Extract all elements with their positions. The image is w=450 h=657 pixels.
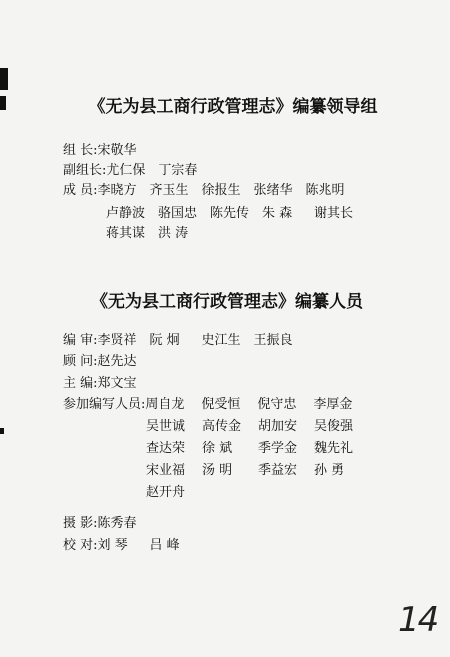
member-row — [106, 226, 188, 242]
writer-name: 胡加安 — [258, 419, 298, 434]
reviewer-name: 李贤祥 — [97, 333, 137, 348]
writer-row — [146, 485, 185, 501]
member-name: 卢静波 — [106, 206, 146, 221]
section1-title: 《无为县工商行政管理志》编纂领导组 — [88, 97, 378, 117]
leader-label: 组 长: — [63, 143, 98, 158]
chief-editor-name: 郑文宝 — [97, 376, 137, 391]
member-name: 徐报生 — [201, 183, 241, 198]
page-number: 14 — [398, 600, 438, 640]
chief-editor-label: 主 编: — [63, 376, 98, 391]
reviewer-name: 阮 炯 — [149, 333, 180, 348]
writers-label: 参加编写人员: — [63, 397, 146, 412]
reviewer-name: 王振良 — [253, 333, 293, 348]
member-name: 张绪华 — [253, 183, 293, 198]
deputy-row — [63, 163, 197, 179]
writer-name: 吴俊强 — [314, 419, 354, 434]
chief-editor-row — [63, 376, 137, 392]
scan-edge-dot — [0, 428, 4, 434]
proofreader-name: 刘 琴 — [97, 538, 128, 553]
writer-row — [146, 463, 344, 479]
member-name: 谢其长 — [314, 206, 354, 221]
writer-name: 宋业福 — [146, 463, 186, 478]
photographer-label: 摄 影: — [63, 516, 98, 531]
deputy-name: 丁宗春 — [158, 163, 198, 178]
writer-row — [146, 441, 353, 457]
scan-edge-mark — [0, 96, 6, 110]
writer-name: 孙 勇 — [314, 463, 345, 478]
writer-name: 倪受恒 — [201, 397, 241, 412]
writer-name: 倪守忠 — [257, 397, 297, 412]
deputy-label: 副组长: — [63, 163, 107, 178]
section2-title: 《无为县工商行政管理志》编纂人员 — [91, 292, 363, 312]
writer-name: 赵开舟 — [146, 485, 186, 500]
writer-row — [146, 419, 353, 435]
writer-name: 季益宏 — [258, 463, 298, 478]
reviewer-name: 史江生 — [201, 333, 241, 348]
writer-name: 高传金 — [202, 419, 242, 434]
scan-edge-mark — [0, 68, 8, 90]
advisor-name: 赵先达 — [97, 354, 137, 369]
member-name: 蒋其谋 — [106, 226, 146, 241]
writer-name: 汤 明 — [202, 463, 233, 478]
member-name: 洪 涛 — [158, 226, 189, 241]
leader-row — [63, 143, 137, 159]
leader-name: 宋敬华 — [97, 143, 137, 158]
reviewer-label: 编 审: — [63, 333, 98, 348]
member-name: 齐玉生 — [149, 183, 189, 198]
writer-name: 吴世诚 — [146, 419, 186, 434]
member-name: 陈兆明 — [305, 183, 345, 198]
advisor-row — [63, 354, 137, 370]
proofreader-row — [63, 538, 180, 554]
writer-name: 季学金 — [258, 441, 298, 456]
writer-name: 徐 斌 — [202, 441, 233, 456]
member-row — [63, 183, 345, 199]
proofreader-name: 吕 峰 — [149, 538, 180, 553]
writer-name: 李厚金 — [313, 397, 353, 412]
member-label: 成 员: — [63, 183, 98, 198]
deputy-name: 尤仁保 — [106, 163, 146, 178]
writer-name: 周自龙 — [145, 397, 185, 412]
reviewer-row — [63, 333, 293, 349]
writer-name: 魏先礼 — [314, 441, 354, 456]
advisor-label: 顾 问: — [63, 354, 98, 369]
photographer-row — [63, 516, 137, 532]
member-name: 陈先传 — [210, 206, 250, 221]
writer-name: 查达荣 — [146, 441, 186, 456]
photographer-name: 陈秀春 — [97, 516, 137, 531]
member-name: 朱 森 — [262, 206, 293, 221]
member-name: 骆国忠 — [158, 206, 198, 221]
writer-row — [63, 397, 352, 413]
proofreader-label: 校 对: — [63, 538, 98, 553]
member-name: 李晓方 — [97, 183, 137, 198]
member-row — [106, 206, 353, 222]
